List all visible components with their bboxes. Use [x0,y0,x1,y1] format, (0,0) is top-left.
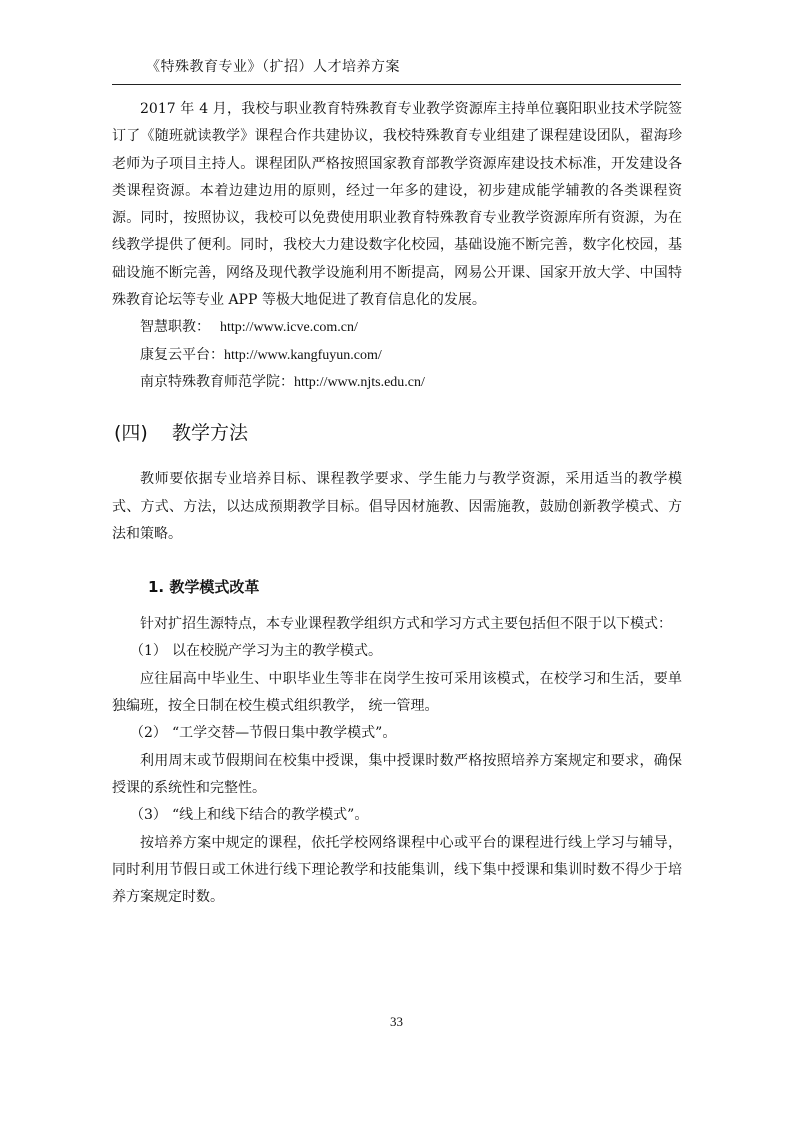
list-item-text: 利用周末或节假期间在校集中授课，集中授课时数严格按照培养方案规定和要求，确保授课的系统性和完整性。 [112,752,682,796]
list-item-text: 按培养方案中规定的课程，依托学校网络课程中心或平台的课程进行线上学习与辅导，同时利用节假日或工休进行线下理论教学和技能集训，线下集中授课和集训时数不得少于培养方案规定时数。 [112,834,682,906]
list-item-number: （3） [130,807,167,824]
list-item-heading [112,802,682,829]
link-label: 南京特殊教育师范学院： [140,373,294,390]
intro-paragraph: 2017 年 4 月，我校与职业教育特殊教育专业教学资源库主持单位襄阳职业技术学院签订了《随班就读教学》课程合作共建协议，我校特殊教育专业组建了课程建设团队，翟海珍老师为子项目主持人。课程团队严格按照国家教育部教学资源库建设技术标准，开发建设各类课程资源。本着边建边用的原则，经过一年多的建设，初步建成能学辅教的各类课程资源。同时，按照协议，我校可以免费使用职业教育特殊教育专业教学资源库所有资源，为在线教学提供了便利。同时，我校大力建设数字化校园，基础设施不断完善，数字化校园，基础设施不断完善，网络及现代教学设施利用不断提高，网易公开课、国家开放大学、中国特殊教育论坛等专业 APP 等极大地促进了教育信息化的发展。 [112,101,682,309]
list-item-text: 应往届高中毕业生、中职毕业生等非在岗学生按可采用该模式，在校学习和生活，要单独编班，按全日制在校生模式组织教学， 统一管理。 [112,670,682,715]
link-url[interactable]: http://www.njts.edu.cn/ [294,374,425,390]
link-line-icve [112,314,682,341]
link-url[interactable]: http://www.kangfuyun.com/ [224,347,382,363]
section-number: (四) [114,422,148,445]
running-header: 《特殊教育专业》（扩招）人才培养方案 [146,59,400,75]
subsection-heading: 1. 教学模式改革 [148,578,260,597]
list-item-heading [112,720,682,747]
section-title: 教学方法 [172,422,249,445]
list-item-title: “线上和线下结合的教学模式”。 [172,807,369,824]
link-line-kangfuyun [112,342,682,369]
link-label: 康复云平台： [140,346,224,363]
link-url[interactable]: http://www.icve.com.cn/ [220,320,358,336]
section-paragraph: 教师要依据专业培养目标、课程教学要求、学生能力与教学资源，采用适当的教学模式、方式、方法，以达成预期教学目标。倡导因材施教、因需施教，鼓励创新教学模式、方法和策略。 [112,471,682,542]
section-heading [112,419,682,447]
list-item-title: 以在校脱产学习为主的教学模式。 [172,643,382,660]
list-item-number: （1） [130,643,167,660]
list-item-heading [112,638,682,665]
list-item-title: “工学交替—节假日集中教学模式”。 [172,725,397,742]
header-rule [112,84,681,85]
link-line-njts [112,369,682,396]
list-item-number: （2） [130,725,167,742]
link-label: 智慧职教： [140,319,210,336]
page-number: 33 [390,1014,403,1029]
subsection-intro: 针对扩招生源特点，本专业课程教学组织方式和学习方式主要包括但不限于以下模式： [140,616,672,633]
page-body [112,96,682,911]
